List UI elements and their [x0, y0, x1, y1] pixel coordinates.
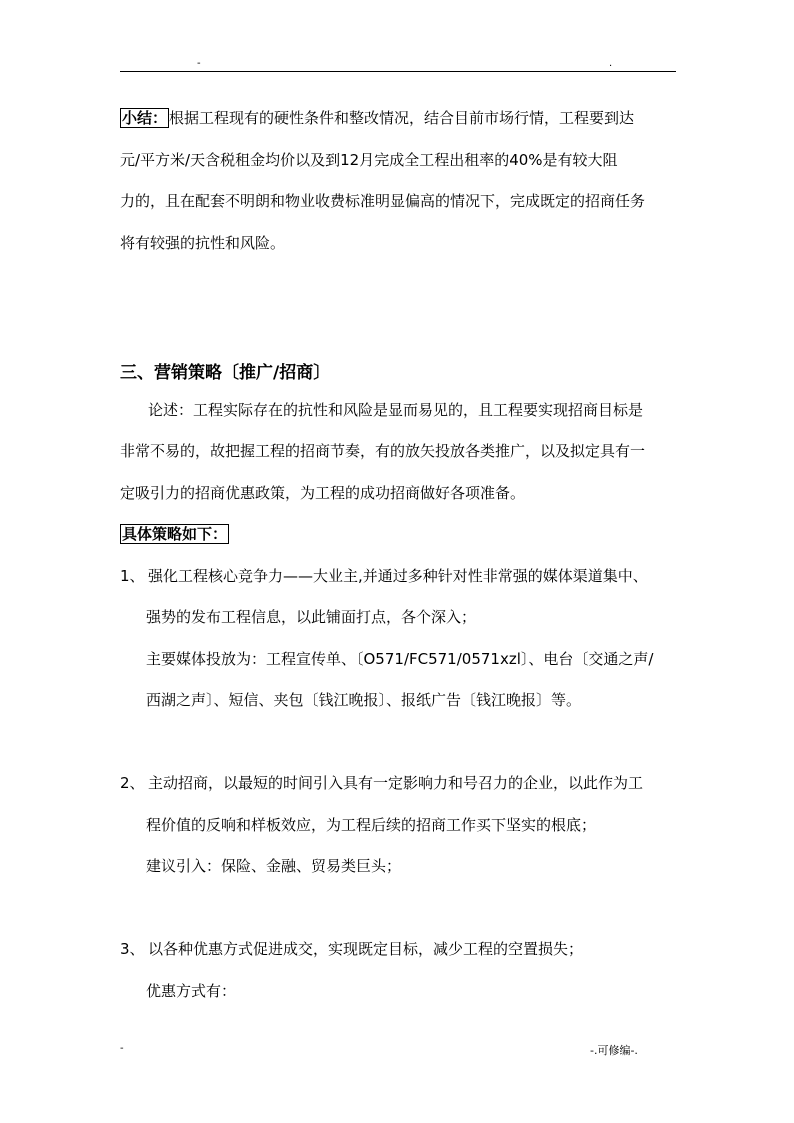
item-1-line-1: 强化工程核心竞争力——大业主,并通过多种针对性非常强的媒体渠道集中、: [148, 567, 648, 585]
item-1-line-4: 西湖之声〕、短信、夹包〔钱江晚报〕、报纸广告〔钱江晚报〕等。: [146, 691, 582, 709]
summary-text-1: 根据工程现有的硬性条件和整改情况，结合目前市场行情，工程要到达: [169, 109, 635, 127]
intro-line-1: 论述：工程实际存在的抗性和风险是显而易见的，且工程要实现招商目标是: [148, 401, 644, 419]
item-2-line-1: 主动招商，以最短的时间引入具有一定影响力和号召力的企业，以此作为工: [148, 774, 644, 792]
item-2-line-3: 建议引入：保险、金融、贸易类巨头；: [146, 857, 402, 875]
item-2-line-2: 程价值的反响和样板效应，为工程后续的招商工作买下坚实的根底；: [146, 816, 597, 834]
item-3-line-2: 优惠方式有：: [146, 982, 237, 1000]
item-1-line-2: 强势的发布工程信息，以此铺面打点，各个深入；: [146, 608, 477, 626]
summary-line-2: 元/平方米/天含税租金均价以及到12月完成全工程出租率的40%是有较大阻: [120, 151, 618, 169]
header-left-mark: -: [197, 58, 201, 69]
item-1-number: 1、: [120, 567, 145, 585]
section-heading: 三、营销策略〔推广/招商〕: [120, 363, 331, 383]
item-3-line-1: 以各种优惠方式促进成交，实现既定目标，减少工程的空置损失；: [148, 940, 584, 958]
footer-text: -.可修编-.: [590, 1044, 638, 1057]
item-2-number: 2、: [120, 774, 145, 792]
strategy-label: 具体策略如下：: [122, 525, 228, 543]
item-3-number: 3、: [120, 940, 145, 958]
header-right-mark: .: [609, 58, 613, 69]
summary-label: 小结：: [122, 109, 168, 127]
summary-line-1: [120, 108, 634, 128]
summary-line-3: 力的，且在配套不明朗和物业收费标准明显偏高的情况下，完成既定的招商任务: [120, 192, 646, 210]
intro-line-2: 非常不易的，故把握工程的招商节奏，有的放矢投放各类推广，以及拟定具有一: [120, 442, 646, 460]
strategy-label-line: [120, 524, 229, 544]
summary-line-4: 将有较强的抗性和风险。: [120, 234, 286, 252]
header-rule: [120, 71, 676, 72]
item-1-line-3: 主要媒体投放为：工程宣传单、〔O571/FC571/0571xzl〕、电台〔交通之声/: [146, 650, 654, 668]
footer-left-mark: -: [120, 1043, 124, 1054]
intro-line-3: 定吸引力的招商优惠政策，为工程的成功招商做好各项准备。: [120, 484, 526, 502]
